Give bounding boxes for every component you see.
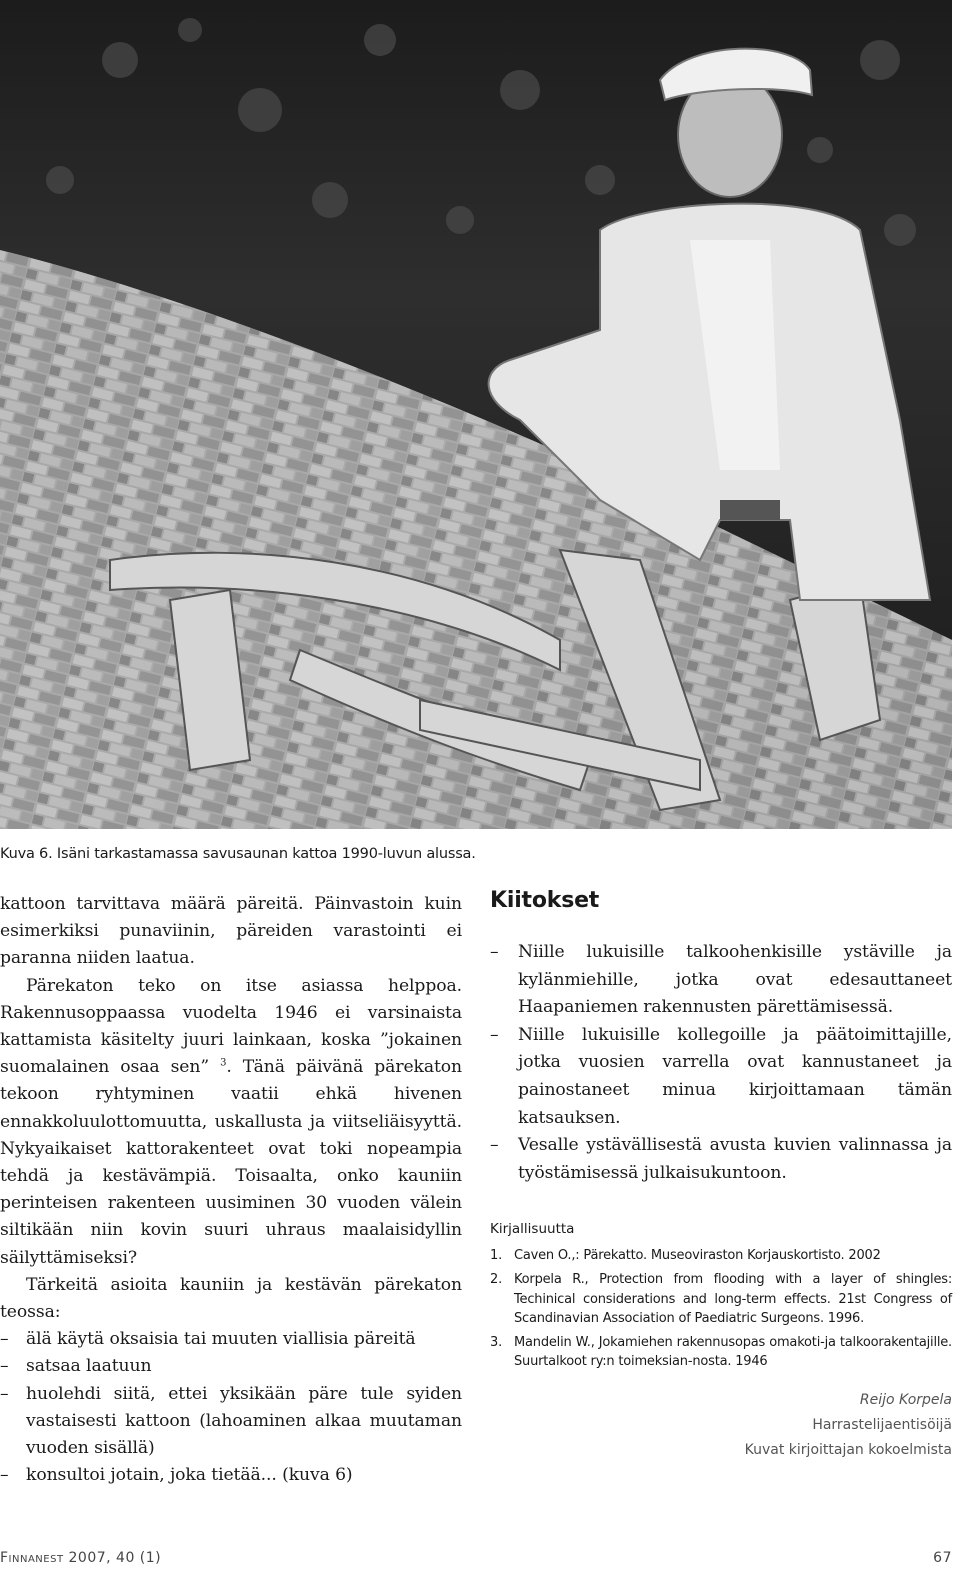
dash-marker: – [490,1024,499,1045]
dash-marker: – [0,1465,9,1486]
list-item [0,1381,462,1463]
footnote-ref: 3 [220,1057,227,1069]
thanks-item [490,939,952,1022]
left-column [0,891,462,1489]
list-item-text: satsaa laatuun [26,1356,152,1377]
dash-marker: – [490,1135,499,1156]
dash-marker: – [0,1356,9,1377]
reference-item [490,1270,952,1329]
list-item-text: älä käytä oksaisia tai muuten viallisia päreitä [26,1329,416,1350]
photo-caption: Kuva 6. Isäni tarkastamassa savusaunan kattoa 1990-luvun alussa. [0,846,476,862]
right-column [490,888,952,1463]
paragraph-2-text-b: . Tänä päivänä pärekaton tekoon ryhtyminen vaatii ehkä hivenen ennakkoluulottomuutta, uskallusta ja viitseliäisyyttä. Nykyaikaiset kattorakenteet ovat toki nopeampia tehdä ja kestävämpiä. Toisaalta, onko kauniin perinteisen rakenteen uusiminen 30 vuoden välein siltikään niin kovin suuri uhraus maalaisidyllin säilyttämiseksi? [0,1057,462,1268]
dash-marker: – [490,942,499,962]
page-number: 67 [933,1550,952,1566]
reference-text: Korpela R., Protection from flooding with a layer of shingles: Techinical considerations and long-term effects. 21st Congress of Scandinavian Association of Paediatric Surgeons. 1996. [514,1271,952,1327]
reference-text: Mandelin W., Jokamiehen rakennusopas omakoti-ja talkoorakentajille. Suurtalkoot ry:n toimeksian-nosta. 1946 [514,1334,952,1370]
paragraph-1: kattoon tarvittava määrä päreitä. Päinvastoin kuin esimerkiksi punaviinin, päreiden varastointi ei paranna niiden laatua. [0,894,462,969]
thanks-text: Niille lukuisille kollegoille ja päätoimittajille, jotka vuosien varrella ovat kannustaneet ja painostaneet minua kirjoittamaan tämän katsauksen. [518,1024,952,1128]
reference-item [490,1246,952,1266]
reference-number: 2. [490,1271,503,1287]
author-name: Reijo Korpela [859,1391,952,1408]
tips-list [0,1326,462,1489]
reference-text: Caven O.,: Pärekatto. Museoviraston Korjauskortisto. 2002 [514,1248,881,1264]
photo-credit: Kuvat kirjoittajan kokoelmista [744,1441,952,1458]
references-title: Kirjallisuutta [490,1221,575,1238]
author-role: Harrastelijaentisöijä [812,1416,952,1433]
dash-marker: – [0,1329,9,1350]
thanks-text: Vesalle ystävällisestä avusta kuvien valinnassa ja työstämisessä julkaisukuntoon. [518,1135,952,1183]
paragraph-3: Tärkeitä asioita kauniin ja kestävän pärekaton teossa: [0,1274,462,1323]
list-item [0,1462,462,1489]
thanks-item [490,1132,952,1187]
journal-citation: Finnanest 2007, 40 (1) [0,1550,162,1566]
references-list [490,1246,952,1372]
reference-item [490,1333,952,1372]
paragraph-2 [0,973,462,1272]
dash-marker: – [0,1383,9,1404]
author-signature [490,1388,952,1463]
reference-number: 1. [490,1248,503,1264]
reference-number: 3. [490,1334,503,1350]
list-item-text: huolehdi siitä, ettei yksikään päre tule syiden vastaisesti kattoon (lahoaminen alkaa muutaman vuoden sisällä) [26,1383,462,1459]
list-item-text: konsultoi jotain, joka tietää... (kuva 6) [26,1465,353,1486]
list-item [0,1326,462,1353]
thanks-list [490,939,952,1187]
paragraph-2-text-a: Pärekaton teko on itse asiassa helppoa. Rakennusoppaassa vuodelta 1946 ei varsinaista kattamista käsitelty juuri lainkaan, koska ”jokainen suomalainen osaa sen” [0,975,462,1078]
thanks-text: Niille lukuisille talkoohenkisille ystäville ja kylänmiehille, jotka ovat edesauttaneet Haapaniemen rakennusten pärettämisessä. [518,942,952,1018]
list-item [0,1353,462,1380]
section-heading: Kiitokset [490,888,600,913]
thanks-item [490,1022,952,1132]
